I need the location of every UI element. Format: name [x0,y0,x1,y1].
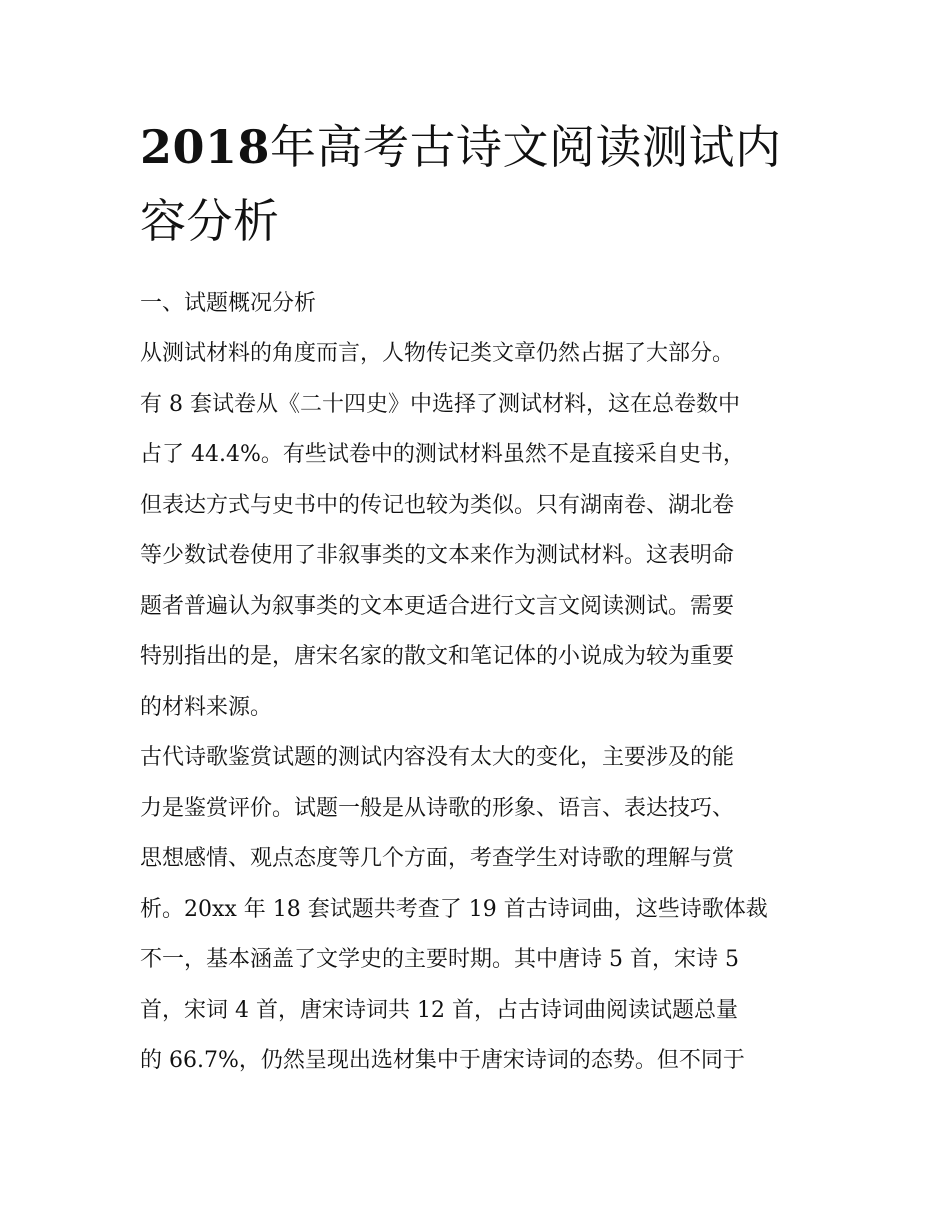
paragraph-line: 的材料来源。 [140,694,273,720]
title-line-2-text: 容分析 [140,194,280,248]
paragraph-line: 但表达方式与史书中的传记也较为类似。只有湖南卷、湖北卷 [140,492,735,518]
paragraph-line: 占了 44.4%。有些试卷中的测试材料虽然不是直接采自史书， [140,442,745,467]
paragraph-line: 有 8 套试卷从《二十四史》中选择了测试材料，这在总卷数中 [140,391,740,417]
paragraph-line: 从测试材料的角度而言，人物传记类文章仍然占据了大部分。 [140,341,735,366]
paragraph-line: 的 66.7%，仍然呈现出选材集中于唐宋诗词的态势。但不同于 [140,1048,745,1073]
paragraph-line: 首，宋词 4 首，唐宋诗词共 12 首，占古诗词曲阅读试题总量 [140,997,738,1023]
paragraph-line: 不一，基本涵盖了文学史的主要时期。其中唐诗 5 首，宋诗 5 [140,947,739,972]
title-year: 2018 [140,120,271,174]
paragraph-material-source [140,329,820,733]
paragraph-line: 题者普遍认为叙事类的文本更适合进行文言文阅读测试。需要 [140,593,735,619]
paragraph-line: 特别指出的是，唐宋名家的散文和笔记体的小说成为较为重要 [140,644,735,669]
paragraph-line: 古代诗歌鉴赏试题的测试内容没有太大的变化，主要涉及的能 [140,745,735,770]
document-title [140,110,820,258]
paragraph-line: 等少数试卷使用了非叙事类的文本来作为测试材料。这表明命 [140,543,735,568]
document-body [140,279,820,1087]
paragraph-poetry-appreciation [140,733,820,1087]
paragraph-line: 力是鉴赏评价。试题一般是从诗歌的形象、语言、表达技巧、 [140,795,735,821]
paragraph-line: 析。20xx 年 18 套试题共考查了 19 首古诗词曲，这些诗歌体裁 [140,896,768,922]
title-line-1-text: 年高考古诗文阅读测试内 [270,120,782,174]
section-heading: 一、试题概况分析 [140,291,317,316]
paragraph-line: 思想感情、观点态度等几个方面，考查学生对诗歌的理解与赏 [140,846,735,871]
